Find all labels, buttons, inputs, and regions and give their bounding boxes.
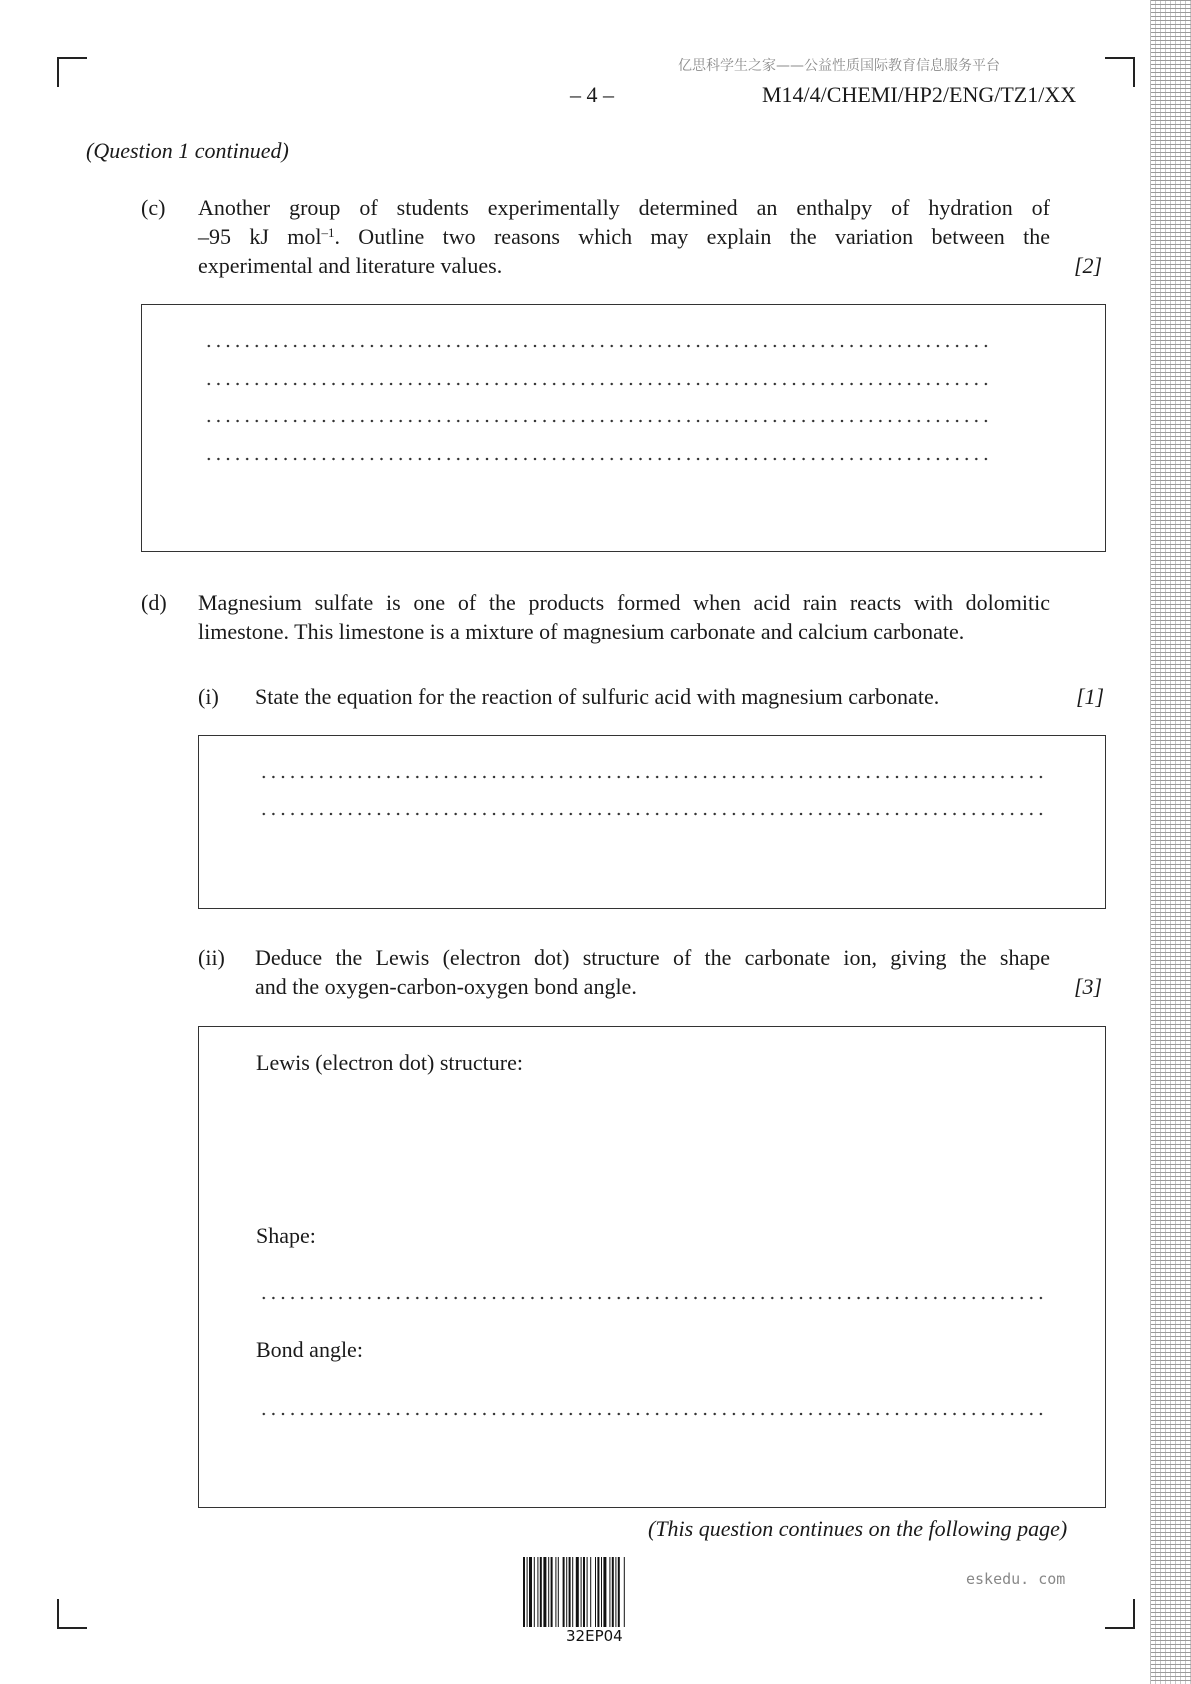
watermark-text: 亿思科学生之家——公益性质国际教育信息服务平台	[678, 58, 1000, 74]
part-c-line3: experimental and literature values.	[198, 253, 503, 278]
barcode-bar	[527, 1557, 528, 1627]
barcode-bar	[587, 1557, 588, 1627]
barcode-number: 32EP04	[566, 1627, 623, 1645]
paper-code: M14/4/CHEMI/HP2/ENG/TZ1/XX	[762, 82, 1077, 107]
crop-mark-top-left	[57, 57, 87, 87]
barcode-bar	[624, 1557, 625, 1627]
part-d-i-marks: [1]	[1076, 684, 1105, 709]
part-d-ii-text	[255, 943, 1050, 1001]
part-d-ii-marks: [3]	[1074, 974, 1103, 999]
part-c-line2	[198, 222, 1050, 251]
part-d-line1: Magnesium sulfate is one of the products formed when acid rain reacts with dolomitic	[198, 590, 1050, 615]
lewis-structure-label: Lewis (electron dot) structure:	[256, 1050, 523, 1075]
part-d-i-text: State the equation for the reaction of sulfuric acid with magnesium carbonate.	[255, 684, 940, 709]
part-d-ii-line2: and the oxygen-carbon-oxygen bond angle.	[255, 974, 637, 999]
part-c-text	[198, 193, 1050, 280]
barcode-bar	[595, 1557, 596, 1627]
barcode-bar	[563, 1557, 565, 1627]
barcode-bar	[601, 1557, 602, 1627]
barcode-bar	[529, 1557, 532, 1627]
barcode-bar	[603, 1557, 606, 1627]
crop-mark-top-right	[1105, 57, 1135, 87]
barcode-bar	[523, 1557, 525, 1627]
answer-line[interactable]	[204, 457, 992, 461]
barcode-bar	[583, 1557, 585, 1627]
part-d-intro	[198, 588, 1050, 646]
part-c-line2-rest: . Outline two reasons which may explain the variation between the	[334, 224, 1050, 249]
barcode-bar	[558, 1557, 559, 1627]
continues-note: (This question continues on the following page)	[648, 1516, 1068, 1541]
answer-box-d-ii[interactable]	[198, 1026, 1106, 1508]
barcode-bar	[566, 1557, 567, 1627]
crop-mark-bottom-right	[1105, 1599, 1135, 1629]
binding-strip	[1150, 0, 1191, 1684]
part-d-ii-line1: Deduce the Lewis (electron dot) structure of the carbonate ion, giving the shape	[255, 945, 1050, 970]
barcode-bar	[572, 1557, 573, 1627]
answer-box-d-i[interactable]	[198, 735, 1106, 909]
barcode-bar	[543, 1557, 546, 1627]
answer-box-c[interactable]	[141, 304, 1106, 552]
bond-angle-answer-line[interactable]	[259, 1412, 1047, 1416]
barcode-bar	[540, 1557, 542, 1627]
shape-answer-line[interactable]	[259, 1296, 1047, 1300]
enthalpy-value: –95 kJ mol	[198, 224, 322, 249]
barcode-bar	[597, 1557, 599, 1627]
answer-line[interactable]	[204, 344, 992, 348]
barcode-bar	[615, 1557, 616, 1627]
barcode-bar	[618, 1557, 620, 1627]
part-d-label: (d)	[141, 590, 167, 615]
barcode-bar	[590, 1557, 591, 1627]
barcode-bar	[534, 1557, 535, 1627]
unit-superscript: –1	[321, 225, 335, 240]
barcode-bar	[612, 1557, 614, 1627]
crop-mark-bottom-left	[57, 1599, 87, 1629]
answer-line[interactable]	[259, 775, 1047, 779]
site-watermark: eskedu. com	[966, 1570, 1066, 1588]
shape-label: Shape:	[256, 1223, 316, 1248]
part-d-ii-label: (ii)	[198, 945, 225, 970]
part-c-line1: Another group of students experimentally determined an enthalpy of hydration of	[198, 195, 1050, 220]
barcode-bar	[569, 1557, 571, 1627]
answer-line[interactable]	[204, 419, 992, 423]
barcode-bar	[548, 1557, 549, 1627]
part-d-i-label: (i)	[198, 684, 219, 709]
page-number: – 4 –	[570, 82, 614, 107]
lewis-drawing-area[interactable]	[256, 1087, 1046, 1237]
part-c-label: (c)	[141, 195, 166, 220]
barcode-bar	[609, 1557, 610, 1627]
barcode-bar	[537, 1557, 538, 1627]
answer-line[interactable]	[204, 382, 992, 386]
barcode-bar	[581, 1557, 582, 1627]
question-continued-label: (Question 1 continued)	[86, 138, 289, 163]
bond-angle-label: Bond angle:	[256, 1337, 363, 1362]
barcode-bar	[576, 1557, 579, 1627]
barcode	[523, 1557, 668, 1627]
part-d-line2: limestone. This limestone is a mixture of magnesium carbonate and calcium carbonate.	[198, 619, 965, 644]
answer-line[interactable]	[259, 812, 1047, 816]
part-c-marks: [2]	[1074, 253, 1103, 278]
barcode-bar	[551, 1557, 553, 1627]
barcode-bar	[555, 1557, 556, 1627]
